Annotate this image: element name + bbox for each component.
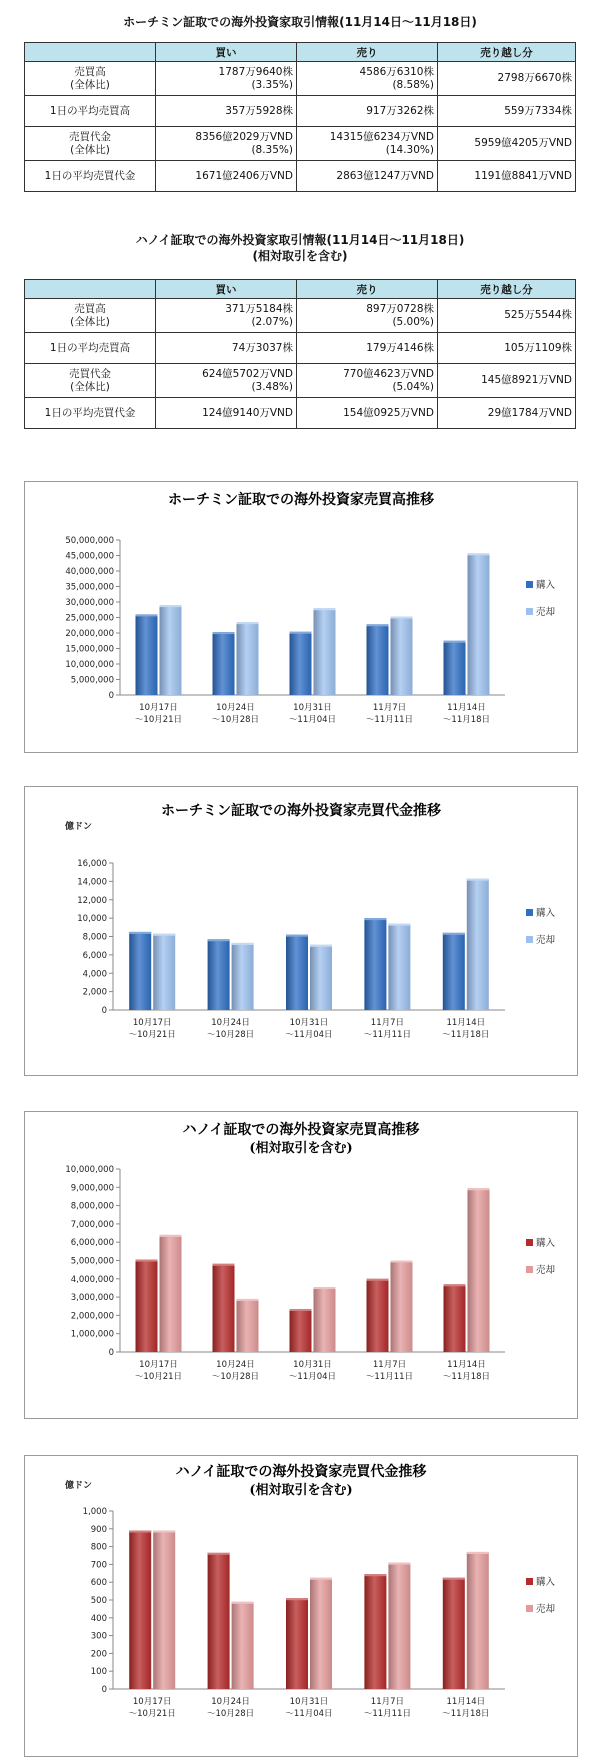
bar-top-highlight: [467, 879, 489, 881]
x-tick-label-2: ～11月18日: [442, 1030, 490, 1040]
net-cell: 559万7334株: [438, 96, 576, 127]
x-tick-label-2: ～11月18日: [442, 715, 491, 725]
buy-cell: 8356億2029万VND (8.35%): [156, 127, 297, 161]
legend-label: 売却: [536, 935, 556, 946]
bar-top-highlight: [286, 935, 308, 937]
x-tick-label-2: ～11月04日: [288, 715, 337, 725]
bar-top-highlight: [310, 1578, 332, 1580]
chart-subtitle: (相対取引を含む): [249, 1141, 353, 1156]
row-label: 売買代金 (全体比): [25, 364, 156, 398]
bar-top-highlight: [468, 1188, 490, 1190]
y-tick-label: 4,000,000: [70, 1274, 114, 1285]
x-tick-label: 10月24日: [216, 703, 255, 713]
y-tick-label: 0: [108, 1348, 114, 1358]
bar-top-highlight: [467, 1552, 489, 1554]
bar-sell: [467, 879, 489, 1010]
legend-swatch: [526, 581, 533, 588]
bar-buy: [286, 1598, 308, 1689]
table-row: [25, 333, 576, 364]
hcm-table-title: ホーチミン証取での海外投資家取引情報(11月14日～11月18日): [123, 15, 477, 29]
y-tick-label: 7,000,000: [70, 1219, 114, 1230]
x-tick-label: 11月14日: [446, 1018, 486, 1028]
y-tick-label: 600: [90, 1578, 107, 1589]
y-tick-label: 16,000: [77, 859, 107, 869]
sell-cell: 897万0728株 (5.00%): [297, 299, 438, 333]
buy-cell: 1671億2406万VND: [156, 161, 297, 192]
table-header-net: 売り越し分: [438, 280, 576, 299]
bar-buy: [136, 1260, 158, 1352]
legend-swatch: [526, 1239, 533, 1246]
table-header-row: [25, 43, 576, 62]
bar-top-highlight: [286, 1598, 308, 1600]
bar-top-highlight: [237, 622, 259, 624]
x-tick-label: 10月17日: [132, 1018, 172, 1028]
bar-top-highlight: [213, 632, 235, 634]
hn-table-title: ハノイ証取での海外投資家取引情報(11月14日～11月18日): [135, 233, 465, 247]
bar-top-highlight: [153, 934, 175, 936]
legend-label: 購入: [536, 580, 556, 591]
y-tick-label: 6,000: [82, 950, 107, 961]
y-tick-label: 800: [90, 1542, 107, 1553]
x-tick-label-2: ～10月28日: [211, 1372, 260, 1382]
y-tick-label: 40,000,000: [65, 567, 114, 577]
x-tick-label: 11月7日: [372, 1360, 407, 1370]
x-tick-label: 10月24日: [211, 1018, 250, 1028]
table-row: [25, 96, 576, 127]
legend-swatch: [526, 936, 533, 943]
bar-top-highlight: [391, 1261, 413, 1263]
row-label: 売買代金 (全体比): [25, 127, 156, 161]
y-tick-label: 10,000,000: [65, 1165, 114, 1175]
sell-cell: 179万4146株: [297, 333, 438, 364]
bar-top-highlight: [129, 932, 151, 934]
x-tick-label-2: ～11月04日: [285, 1709, 333, 1719]
bar-top-highlight: [367, 1279, 389, 1281]
legend-swatch: [526, 608, 533, 615]
x-tick-label: 10月17日: [139, 703, 178, 713]
bar-sell: [237, 1299, 259, 1352]
x-tick-label: 10月31日: [289, 1018, 329, 1028]
legend-label: 売却: [536, 607, 556, 618]
hcm-volume-chart: [24, 481, 578, 753]
bar-buy: [290, 1309, 312, 1352]
sell-cell: 917万3262株: [297, 96, 438, 127]
bar-buy: [443, 1578, 465, 1689]
x-tick-label: 11月7日: [370, 1018, 405, 1028]
bar-buy: [213, 1264, 235, 1352]
table-header-buy: 買い: [156, 280, 297, 299]
chart-title: ハノイ証取での海外投資家売買高推移: [182, 1122, 420, 1138]
bar-top-highlight: [443, 1578, 465, 1580]
bar-top-highlight: [444, 1284, 466, 1286]
bar-buy: [129, 932, 151, 1010]
y-tick-label: 500: [90, 1596, 107, 1606]
bar-sell: [160, 1235, 182, 1352]
bar-buy: [129, 1531, 151, 1689]
hn-table-subtitle: (相対取引を含む): [252, 249, 348, 263]
bar-sell: [314, 608, 336, 695]
hn-volume-chart: [24, 1111, 578, 1419]
x-tick-label: 10月24日: [216, 1360, 255, 1370]
net-cell: 2798万6670株: [438, 62, 576, 96]
bar-top-highlight: [367, 624, 389, 626]
x-tick-label-2: ～10月28日: [207, 1709, 255, 1719]
hcm-value-chart: [24, 786, 578, 1076]
y-tick-label: 700: [90, 1560, 107, 1571]
x-tick-label-2: ～11月11日: [363, 1030, 411, 1040]
row-label: 売買高 (全体比): [25, 299, 156, 333]
bar-sell: [232, 943, 254, 1010]
x-tick-label: 10月31日: [289, 1697, 329, 1707]
y-tick-label: 8,000: [82, 932, 107, 943]
y-tick-label: 14,000: [77, 877, 107, 888]
buy-cell: 74万3037株: [156, 333, 297, 364]
net-cell: 1191億8841万VND: [438, 161, 576, 192]
chart-title: ホーチミン証取での海外投資家売買高推移: [168, 492, 434, 508]
x-tick-label-2: ～10月21日: [134, 715, 183, 725]
y-tick-label: 10,000: [77, 914, 107, 925]
row-label: 1日の平均売買高: [25, 96, 156, 127]
y-tick-label: 200: [90, 1649, 107, 1660]
y-axis-label: 億ドン: [65, 1481, 93, 1491]
bar-top-highlight: [160, 1235, 182, 1237]
legend-label: 購入: [536, 1238, 556, 1249]
chart-title: ホーチミン証取での海外投資家売買代金推移: [161, 803, 441, 819]
bar-sell: [310, 1578, 332, 1689]
bar-buy: [208, 1553, 230, 1689]
bar-buy: [286, 935, 308, 1010]
buy-cell: 1787万9640株 (3.35%): [156, 62, 297, 96]
y-tick-label: 6,000,000: [70, 1238, 114, 1249]
table-row: [25, 398, 576, 429]
bar-top-highlight: [208, 939, 230, 941]
y-tick-label: 4,000: [82, 969, 107, 980]
bar-top-highlight: [391, 617, 413, 619]
table-header-row: [25, 280, 576, 299]
bar-buy: [208, 939, 230, 1010]
bar-sell: [468, 553, 490, 695]
bar-top-highlight: [208, 1553, 230, 1555]
sell-cell: 14315億6234万VND (14.30%): [297, 127, 438, 161]
bar-top-highlight: [153, 1531, 175, 1533]
y-tick-label: 2,000: [82, 987, 107, 998]
y-tick-label: 0: [101, 1006, 107, 1016]
legend-label: 購入: [536, 1577, 556, 1588]
bar-buy: [367, 1279, 389, 1352]
chart-title: ハノイ証取での海外投資家売買代金推移: [175, 1464, 427, 1480]
x-tick-label: 11月7日: [372, 703, 407, 713]
table-row: [25, 161, 576, 192]
y-tick-label: 20,000,000: [65, 629, 114, 639]
y-tick-label: 45,000,000: [65, 551, 114, 562]
table-row: [25, 127, 576, 161]
table-header-blank: [25, 43, 156, 62]
y-tick-label: 8,000,000: [70, 1201, 114, 1212]
bar-top-highlight: [314, 1287, 336, 1289]
x-tick-label-2: ～10月28日: [207, 1030, 255, 1040]
bar-sell: [310, 945, 332, 1010]
legend-swatch: [526, 1605, 533, 1612]
bar-top-highlight: [468, 553, 490, 555]
x-tick-label-2: ～11月18日: [442, 1709, 490, 1719]
y-tick-label: 35,000,000: [65, 582, 114, 593]
bar-top-highlight: [364, 1574, 386, 1576]
y-tick-label: 15,000,000: [65, 644, 114, 655]
bar-sell: [467, 1552, 489, 1689]
bar-top-highlight: [232, 1602, 254, 1604]
table-row: [25, 62, 576, 96]
net-cell: 29億1784万VND: [438, 398, 576, 429]
net-cell: 145億8921万VND: [438, 364, 576, 398]
bar-sell: [232, 1602, 254, 1689]
hn-volume-chart-svg: [25, 1112, 577, 1418]
bar-top-highlight: [213, 1264, 235, 1266]
bar-top-highlight: [444, 641, 466, 643]
x-tick-label-2: ～11月11日: [365, 1372, 414, 1382]
y-tick-label: 400: [90, 1613, 107, 1624]
x-tick-label-2: ～10月21日: [128, 1030, 176, 1040]
sell-cell: 154億0925万VND: [297, 398, 438, 429]
bar-top-highlight: [136, 1260, 158, 1262]
net-cell: 525万5544株: [438, 299, 576, 333]
bar-sell: [153, 934, 175, 1010]
y-tick-label: 2,000,000: [70, 1311, 114, 1322]
bar-buy: [213, 632, 235, 695]
legend-swatch: [526, 909, 533, 916]
bar-sell: [314, 1287, 336, 1352]
y-tick-label: 1,000,000: [70, 1329, 114, 1340]
bar-buy: [443, 933, 465, 1010]
legend-swatch: [526, 1578, 533, 1585]
row-label: 1日の平均売買代金: [25, 161, 156, 192]
sell-cell: 2863億1247万VND: [297, 161, 438, 192]
x-tick-label-2: ～10月21日: [134, 1372, 183, 1382]
y-tick-label: 12,000: [77, 895, 107, 906]
y-tick-label: 30,000,000: [65, 598, 114, 608]
x-tick-label: 10月31日: [293, 1360, 332, 1370]
bar-top-highlight: [314, 608, 336, 610]
buy-cell: 624億5702万VND (3.48%): [156, 364, 297, 398]
y-tick-label: 5,000,000: [70, 1256, 114, 1267]
table-header-buy: 買い: [156, 43, 297, 62]
bar-top-highlight: [364, 918, 386, 920]
x-tick-label: 10月17日: [132, 1697, 172, 1707]
x-tick-label: 11月14日: [447, 703, 486, 713]
x-tick-label-2: ～10月28日: [211, 715, 260, 725]
bar-top-highlight: [232, 943, 254, 945]
y-tick-label: 25,000,000: [65, 613, 114, 624]
bar-top-highlight: [160, 605, 182, 607]
bar-sell: [388, 924, 410, 1010]
table-header-sell: 売り: [297, 280, 438, 299]
y-tick-label: 9,000,000: [70, 1183, 114, 1194]
row-label: 1日の平均売買高: [25, 333, 156, 364]
bar-top-highlight: [136, 614, 158, 616]
y-tick-label: 5,000,000: [70, 675, 114, 686]
row-label: 売買高 (全体比): [25, 62, 156, 96]
x-tick-label: 11月7日: [370, 1697, 405, 1707]
bar-top-highlight: [443, 933, 465, 935]
table-row: [25, 299, 576, 333]
bar-buy: [290, 632, 312, 695]
x-tick-label: 11月14日: [446, 1697, 486, 1707]
y-tick-label: 300: [90, 1631, 107, 1642]
bar-sell: [391, 617, 413, 695]
buy-cell: 124億9140万VND: [156, 398, 297, 429]
y-tick-label: 100: [90, 1667, 107, 1678]
hn-value-chart-svg: [25, 1456, 577, 1756]
legend-swatch: [526, 1266, 533, 1273]
bar-top-highlight: [388, 924, 410, 926]
bar-sell: [468, 1188, 490, 1352]
bar-top-highlight: [290, 632, 312, 634]
sell-cell: 770億4623万VND (5.04%): [297, 364, 438, 398]
legend-label: 購入: [536, 908, 556, 919]
x-tick-label-2: ～11月18日: [442, 1372, 491, 1382]
hn-value-chart: [24, 1455, 578, 1757]
table-header-blank: [25, 280, 156, 299]
row-label: 1日の平均売買代金: [25, 398, 156, 429]
hcm-value-chart-svg: [25, 787, 577, 1075]
legend-label: 売却: [536, 1265, 556, 1276]
x-tick-label-2: ～11月11日: [365, 715, 414, 725]
x-tick-label-2: ～11月04日: [285, 1030, 333, 1040]
x-tick-label: 10月17日: [139, 1360, 178, 1370]
sell-cell: 4586万6310株 (8.58%): [297, 62, 438, 96]
legend-label: 売却: [536, 1604, 556, 1615]
bar-sell: [160, 605, 182, 695]
y-tick-label: 0: [108, 691, 114, 701]
bar-sell: [237, 622, 259, 695]
x-tick-label: 10月31日: [293, 703, 332, 713]
x-tick-label-2: ～11月11日: [363, 1709, 411, 1719]
y-tick-label: 0: [101, 1685, 107, 1695]
net-cell: 5959億4205万VND: [438, 127, 576, 161]
bar-buy: [444, 641, 466, 695]
x-tick-label-2: ～10月21日: [128, 1709, 176, 1719]
bar-buy: [136, 614, 158, 695]
bar-sell: [388, 1563, 410, 1689]
buy-cell: 371万5184株 (2.07%): [156, 299, 297, 333]
bar-top-highlight: [129, 1531, 151, 1533]
bar-sell: [391, 1261, 413, 1353]
hcm-stats-table: [24, 42, 576, 192]
bar-sell: [153, 1531, 175, 1689]
bar-buy: [367, 624, 389, 695]
hn-stats-table: [24, 279, 576, 429]
table-row: [25, 364, 576, 398]
y-tick-label: 10,000,000: [65, 660, 114, 670]
bar-top-highlight: [290, 1309, 312, 1311]
y-tick-label: 3,000,000: [70, 1293, 114, 1304]
y-tick-label: 50,000,000: [65, 536, 114, 546]
chart-subtitle: (相対取引を含む): [249, 1483, 353, 1498]
bar-buy: [364, 918, 386, 1010]
bar-top-highlight: [310, 945, 332, 947]
buy-cell: 357万5928株: [156, 96, 297, 127]
x-tick-label-2: ～11月04日: [288, 1372, 337, 1382]
bar-buy: [364, 1574, 386, 1689]
hcm-volume-chart-svg: [25, 482, 577, 752]
x-tick-label: 11月14日: [447, 1360, 486, 1370]
table-header-net: 売り越し分: [438, 43, 576, 62]
x-tick-label: 10月24日: [211, 1697, 250, 1707]
bar-top-highlight: [237, 1299, 259, 1301]
y-tick-label: 900: [90, 1524, 107, 1535]
net-cell: 105万1109株: [438, 333, 576, 364]
bar-top-highlight: [388, 1563, 410, 1565]
y-axis-label: 億ドン: [65, 822, 93, 832]
bar-buy: [444, 1284, 466, 1352]
y-tick-label: 1,000: [82, 1507, 107, 1517]
table-header-sell: 売り: [297, 43, 438, 62]
